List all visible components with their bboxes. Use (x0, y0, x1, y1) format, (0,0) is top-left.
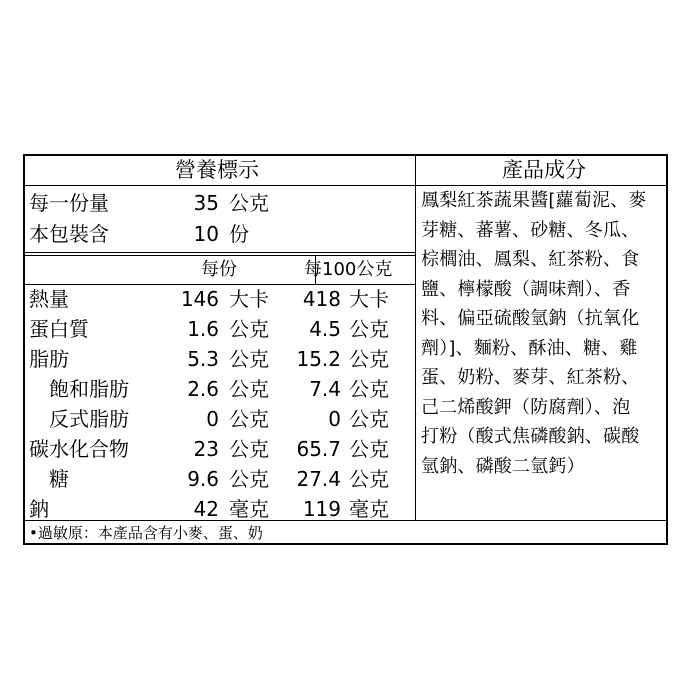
ingredient-line: 劑）]、麵粉、酥油、糖、雞 (421, 337, 638, 359)
per-100g-header: 每100公克 (304, 259, 393, 280)
nutrient-name: 飽和脂肪 (49, 377, 129, 401)
nutrient-name: 糖 (49, 467, 69, 491)
nutrient-name: 碳水化合物 (29, 437, 129, 461)
per-serving-unit: 公克 (229, 317, 269, 341)
per-serving-value: 9.6 (187, 467, 219, 491)
serving-size-label: 每一份量 (29, 191, 109, 215)
per-100g-value: 4.5 (309, 317, 341, 341)
ingredient-line: 打粉（酸式焦磷酸鈉、碳酸 (421, 426, 640, 447)
nutrient-name: 脂肪 (29, 347, 69, 371)
servings-per-pack-label: 本包裝含 (29, 222, 109, 246)
column-divider (415, 156, 416, 520)
per-serving-unit: 大卡 (229, 287, 269, 311)
per-serving-value: 0 (206, 407, 219, 431)
nutrient-name: 熱量 (29, 287, 69, 311)
per-serving-value: 5.3 (187, 347, 219, 371)
serving-divider (25, 252, 415, 253)
per-serving-header: 每份 (201, 259, 237, 280)
ingredient-line: 鹽、檸檬酸（調味劑）、香 (421, 278, 631, 300)
per-100g-value: 0 (328, 407, 341, 431)
ingredient-line: 蛋、奶粉、麥芽、紅茶粉、 (421, 367, 640, 388)
per-serving-unit: 公克 (229, 347, 269, 371)
per-100g-unit: 毫克 (349, 497, 389, 521)
per-serving-unit: 公克 (229, 407, 269, 431)
per-100g-value: 119 (302, 497, 341, 521)
per-100g-unit: 公克 (349, 317, 389, 341)
ingredient-line: 氫鈉、磷酸二氫鈣） (421, 455, 585, 477)
serving-size-unit: 公克 (229, 191, 269, 215)
per-100g-unit: 公克 (349, 347, 389, 371)
per-serving-unit: 毫克 (229, 497, 269, 521)
allergen-note: •過敏原：本產品含有小麥、蛋、奶 (29, 524, 263, 542)
ingredient-line: 己二烯酸鉀（防腐劑）、泡 (421, 396, 631, 418)
nutrient-name: 鈉 (29, 497, 49, 521)
per-serving-unit: 公克 (229, 467, 269, 491)
per-serving-value: 23 (193, 437, 219, 461)
per-100g-unit: 公克 (349, 407, 389, 431)
ingredients-list (421, 186, 669, 481)
nutrient-name: 蛋白質 (29, 317, 89, 341)
ingredient-line: 料、偏亞硫酸氫鈉（抗氧化 (421, 308, 640, 329)
per-100g-unit: 公克 (349, 437, 389, 461)
per-serving-value: 2.6 (187, 377, 219, 401)
header-divider-top (25, 255, 415, 256)
per-100g-unit: 大卡 (349, 287, 389, 311)
header-divider-bottom (25, 284, 415, 285)
ingredient-line: 鳳梨紅茶蔬果醬[蘿蔔泥、麥 (421, 190, 647, 211)
per-100g-value: 15.2 (296, 347, 341, 371)
per-serving-value: 42 (193, 497, 219, 521)
serving-size-value: 35 (193, 191, 219, 215)
per-100g-value: 27.4 (296, 467, 341, 491)
nutrition-label (23, 154, 668, 545)
nutrition-title: 營養標示 (175, 158, 259, 182)
allergen-divider (25, 520, 666, 521)
per-100g-value: 7.4 (309, 377, 341, 401)
servings-per-pack-value: 10 (193, 222, 219, 246)
per-serving-value: 146 (180, 287, 219, 311)
servings-per-pack-unit: 份 (229, 222, 249, 246)
per-100g-unit: 公克 (349, 377, 389, 401)
per-100g-value: 65.7 (296, 437, 341, 461)
per-serving-value: 1.6 (187, 317, 219, 341)
per-serving-unit: 公克 (229, 437, 269, 461)
per-100g-unit: 公克 (349, 467, 389, 491)
ingredient-line: 棕櫚油、鳳梨、紅茶粉、食 (421, 249, 640, 270)
per-serving-unit: 公克 (229, 377, 269, 401)
ingredient-line: 芽糖、蕃薯、砂糖、冬瓜、 (421, 219, 640, 241)
ingredients-title: 產品成分 (502, 158, 586, 182)
per-100g-value: 418 (302, 287, 341, 311)
nutrient-name: 反式脂肪 (49, 407, 129, 431)
